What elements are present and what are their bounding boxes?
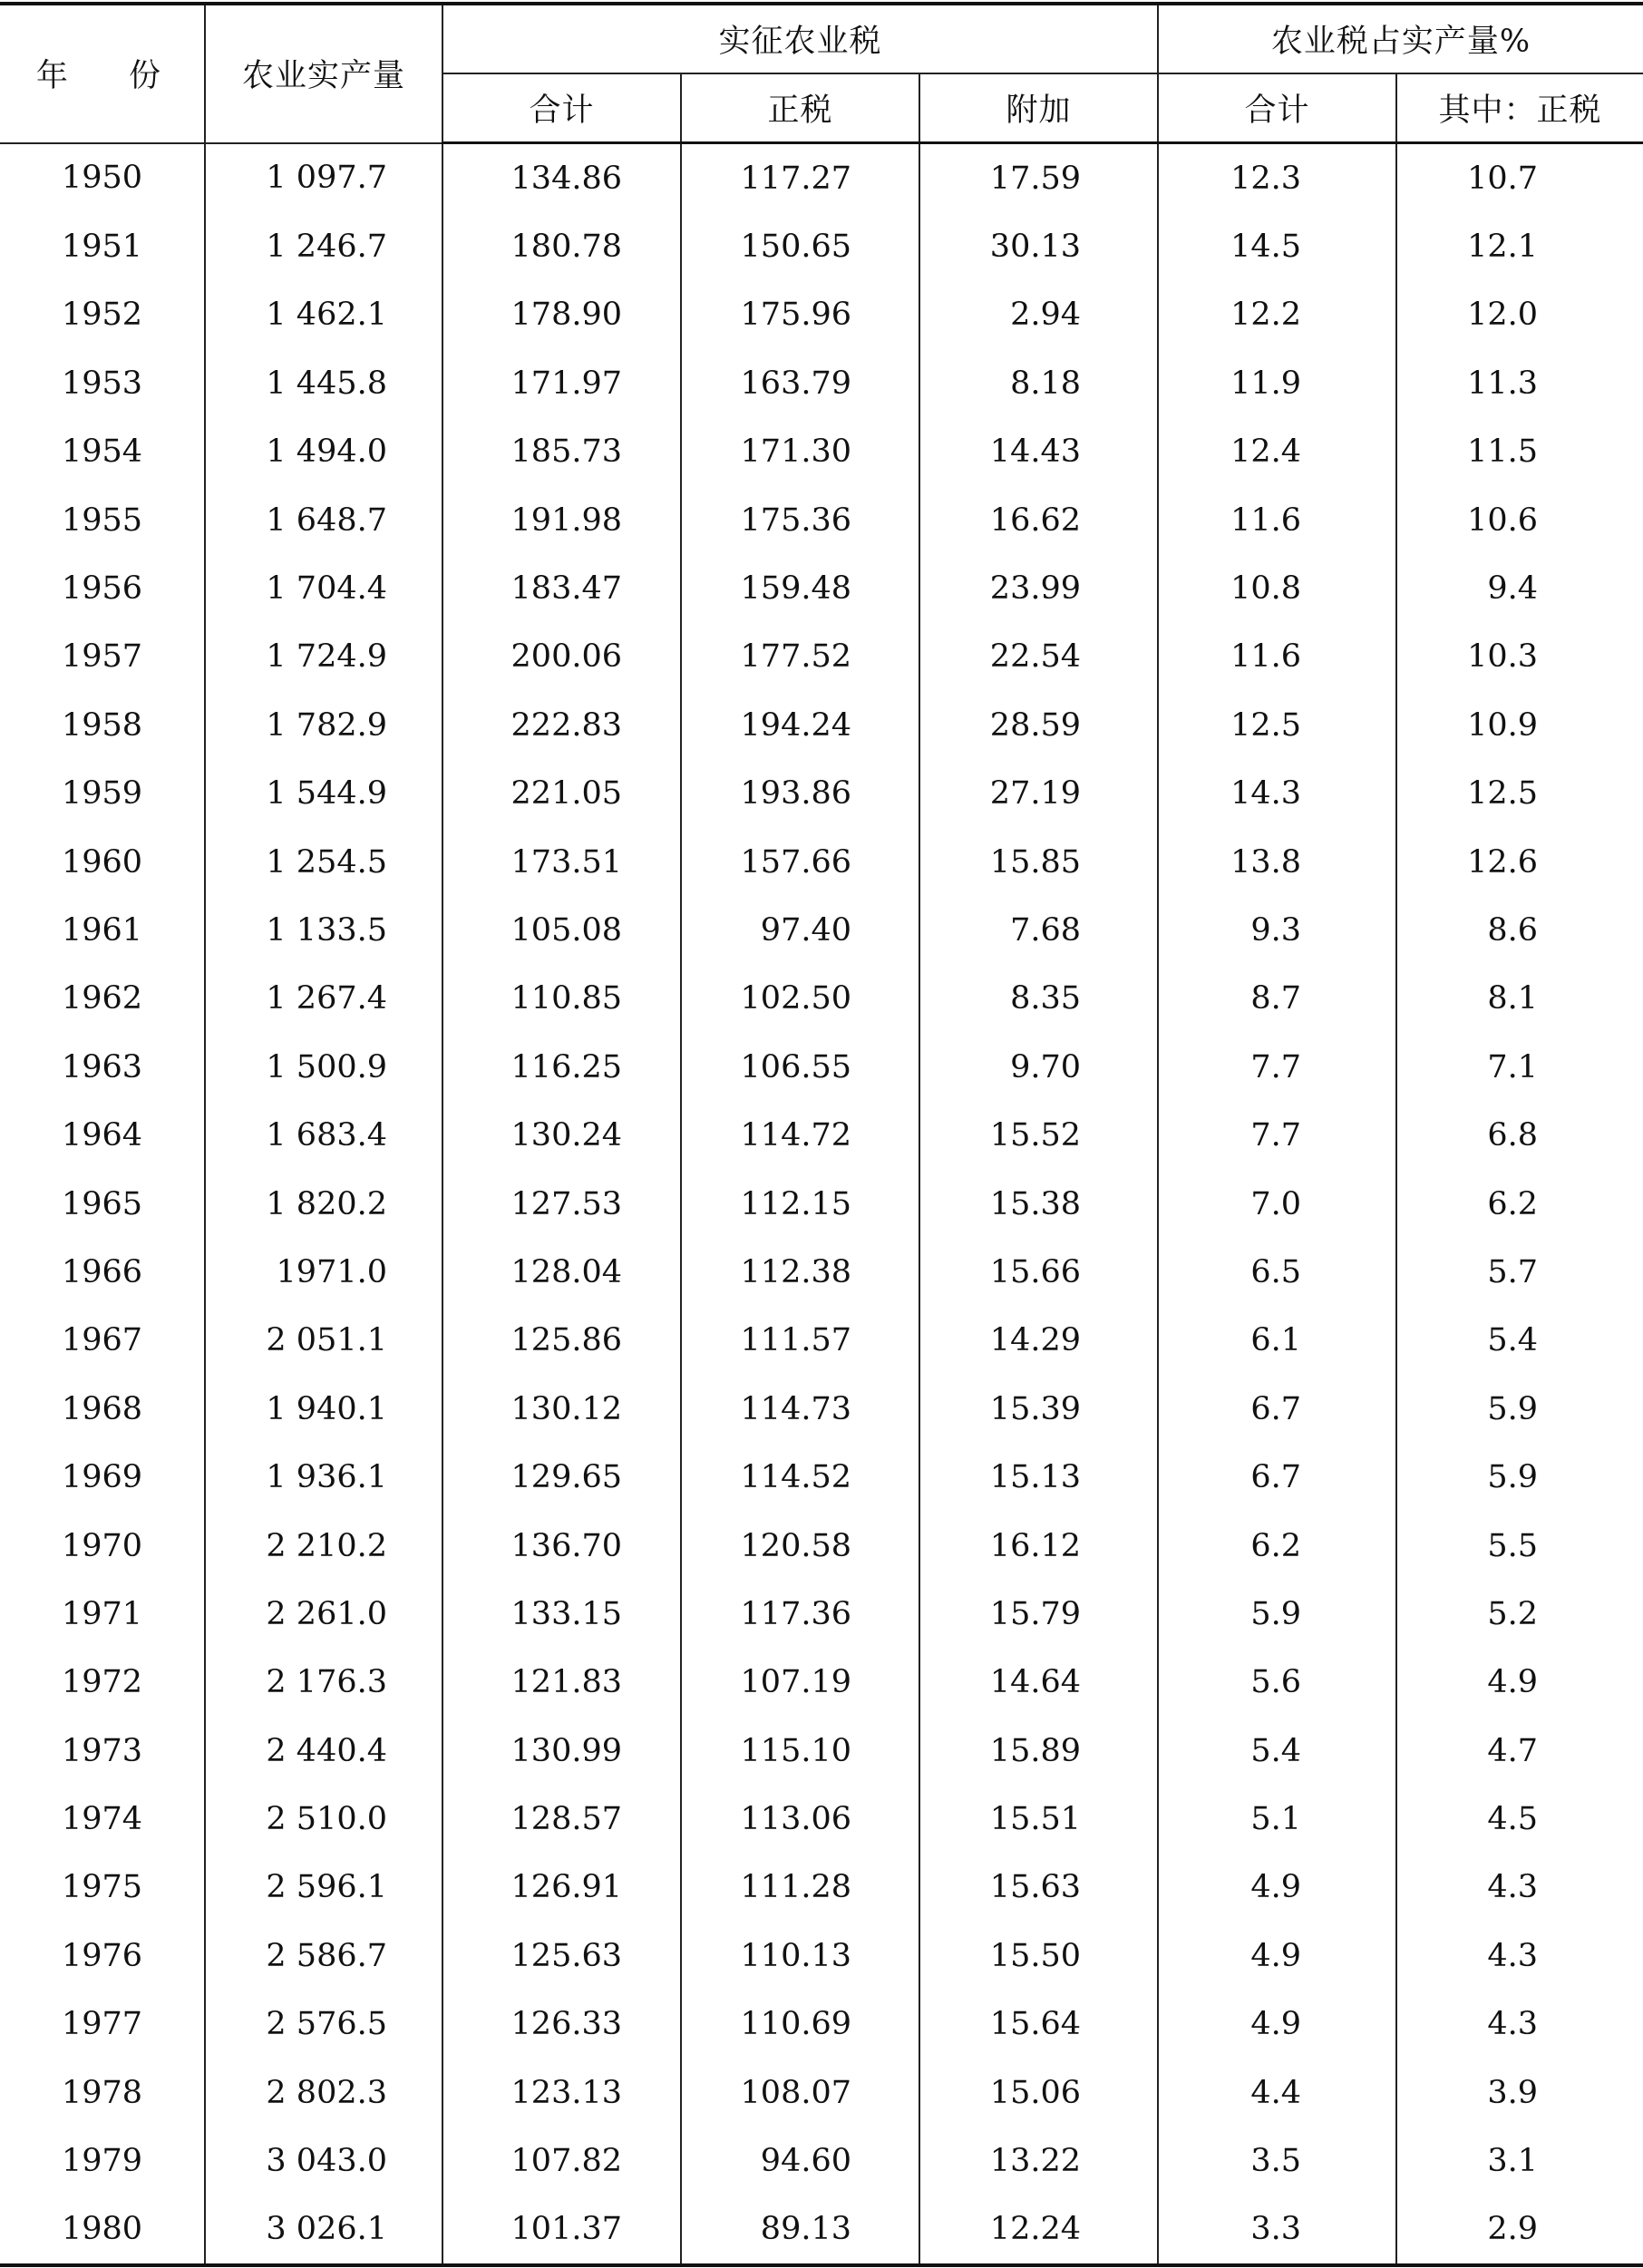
cell-tax-total: 129.65 (442, 1443, 681, 1511)
cell-tax-main: 107.19 (681, 1649, 919, 1717)
cell-tax-add: 15.06 (919, 2059, 1158, 2127)
cell-output: 2 586.7 (205, 1922, 442, 1990)
cell-year: 1980 (61, 2211, 143, 2248)
cell-tax-main: 106.55 (681, 1033, 919, 1101)
cell-pct-total: 14.3 (1158, 760, 1396, 828)
cell-year: 1976 (61, 1937, 143, 1974)
cell-pct-total: 6.1 (1158, 1307, 1396, 1375)
cell-pct-total: 6.7 (1158, 1443, 1396, 1511)
cell-output: 1 704.4 (205, 554, 442, 622)
cell-tax-total: 130.12 (442, 1375, 681, 1443)
cell-pct-main: 4.5 (1396, 1785, 1643, 1853)
cell-tax-main: 108.07 (681, 2059, 919, 2127)
cell-year: 1964 (61, 1117, 143, 1154)
cell-tax-add: 9.70 (919, 1033, 1158, 1101)
table-row (0, 896, 1643, 964)
cell-year: 1960 (61, 843, 143, 881)
cell-tax-total: 171.97 (442, 349, 681, 417)
table-row (0, 2127, 1643, 2195)
cell-pct-main: 5.9 (1396, 1443, 1643, 1511)
cell-tax-main: 120.58 (681, 1512, 919, 1580)
cell-pct-main: 5.2 (1396, 1580, 1643, 1648)
cell-tax-total: 130.99 (442, 1717, 681, 1785)
cell-tax-main: 111.28 (681, 1854, 919, 1922)
table-row (0, 2059, 1643, 2127)
cell-pct-main: 7.1 (1396, 1033, 1643, 1101)
cell-pct-total: 9.3 (1158, 896, 1396, 964)
cell-tax-add: 28.59 (919, 691, 1158, 759)
cell-year: 1956 (61, 570, 143, 608)
cell-year: 1965 (61, 1185, 143, 1222)
cell-pct-total: 3.5 (1158, 2127, 1396, 2195)
cell-pct-total: 11.6 (1158, 623, 1396, 691)
cell-tax-main: 150.65 (681, 212, 919, 280)
table-row (0, 1991, 1643, 2059)
cell-tax-add: 8.35 (919, 965, 1158, 1033)
table-row (0, 1238, 1643, 1306)
cell-tax-total: 178.90 (442, 281, 681, 349)
cell-pct-total: 12.5 (1158, 691, 1396, 759)
cell-pct-total: 8.7 (1158, 965, 1396, 1033)
cell-output: 1 500.9 (205, 1033, 442, 1101)
cell-pct-main: 6.8 (1396, 1101, 1643, 1169)
cell-pct-main: 4.3 (1396, 1991, 1643, 2059)
cell-tax-add: 15.79 (919, 1580, 1158, 1648)
cell-tax-add: 8.18 (919, 349, 1158, 417)
cell-tax-total: 101.37 (442, 2195, 681, 2265)
cell-year: 1979 (61, 2143, 143, 2180)
cell-pct-total: 5.4 (1158, 1717, 1396, 1785)
header-year: 年 份 (0, 4, 205, 143)
cell-year: 1971 (61, 1595, 143, 1632)
cell-year: 1957 (61, 638, 143, 676)
cell-pct-main: 12.6 (1396, 828, 1643, 896)
cell-tax-total: 221.05 (442, 760, 681, 828)
table-body (0, 143, 1643, 2266)
cell-tax-total: 116.25 (442, 1033, 681, 1101)
table-row (0, 623, 1643, 691)
cell-pct-main: 11.3 (1396, 349, 1643, 417)
cell-pct-total: 4.9 (1158, 1854, 1396, 1922)
cell-pct-total: 6.7 (1158, 1375, 1396, 1443)
cell-tax-total: 107.82 (442, 2127, 681, 2195)
cell-pct-main: 5.7 (1396, 1238, 1643, 1306)
cell-tax-add: 16.12 (919, 1512, 1158, 1580)
cell-tax-main: 94.60 (681, 2127, 919, 2195)
cell-year: 1968 (61, 1390, 143, 1427)
cell-pct-main: 9.4 (1396, 554, 1643, 622)
cell-tax-add: 22.54 (919, 623, 1158, 691)
cell-year: 1950 (61, 160, 143, 197)
cell-output: 1 246.7 (205, 212, 442, 280)
cell-tax-add: 15.66 (919, 1238, 1158, 1306)
cell-output: 2 440.4 (205, 1717, 442, 1785)
table-row (0, 1375, 1643, 1443)
cell-pct-main: 4.9 (1396, 1649, 1643, 1717)
table-row (0, 760, 1643, 828)
cell-tax-add: 27.19 (919, 760, 1158, 828)
table-row (0, 349, 1643, 417)
cell-tax-main: 175.96 (681, 281, 919, 349)
cell-tax-add: 23.99 (919, 554, 1158, 622)
header-pct-total: 合计 (1158, 73, 1396, 143)
cell-tax-add: 30.13 (919, 212, 1158, 280)
cell-tax-total: 173.51 (442, 828, 681, 896)
cell-pct-main: 3.1 (1396, 2127, 1643, 2195)
cell-tax-total: 185.73 (442, 418, 681, 486)
cell-output: 3 026.1 (205, 2195, 442, 2265)
cell-pct-main: 12.1 (1396, 212, 1643, 280)
cell-tax-main: 111.57 (681, 1307, 919, 1375)
table-row (0, 418, 1643, 486)
cell-pct-total: 7.0 (1158, 1170, 1396, 1238)
cell-tax-total: 125.86 (442, 1307, 681, 1375)
header-output: 农业实产量 (205, 4, 442, 143)
cell-year: 1954 (61, 433, 143, 471)
cell-tax-total: 127.53 (442, 1170, 681, 1238)
cell-pct-total: 6.2 (1158, 1512, 1396, 1580)
cell-output: 2 596.1 (205, 1854, 442, 1922)
cell-pct-total: 11.9 (1158, 349, 1396, 417)
cell-pct-main: 10.9 (1396, 691, 1643, 759)
cell-tax-add: 15.39 (919, 1375, 1158, 1443)
cell-tax-total: 126.33 (442, 1991, 681, 2059)
table-row (0, 2195, 1643, 2265)
cell-output: 1 820.2 (205, 1170, 442, 1238)
cell-output: 1 724.9 (205, 623, 442, 691)
table-row (0, 143, 1643, 213)
header-tax-total: 合计 (442, 73, 681, 143)
table-row (0, 1512, 1643, 1580)
cell-year: 1959 (61, 775, 143, 813)
cell-output: 2 261.0 (205, 1580, 442, 1648)
cell-year: 1951 (61, 229, 143, 266)
cell-tax-main: 114.52 (681, 1443, 919, 1511)
cell-pct-total: 12.2 (1158, 281, 1396, 349)
header-tax-add: 附加 (919, 73, 1158, 143)
cell-output: 1 133.5 (205, 896, 442, 964)
table-header (0, 4, 1643, 143)
cell-output: 1 267.4 (205, 965, 442, 1033)
cell-tax-add: 12.24 (919, 2195, 1158, 2265)
cell-output: 3 043.0 (205, 2127, 442, 2195)
cell-pct-total: 3.3 (1158, 2195, 1396, 2265)
table-row (0, 1033, 1643, 1101)
cell-pct-total: 7.7 (1158, 1101, 1396, 1169)
cell-tax-main: 157.66 (681, 828, 919, 896)
cell-output: 1 494.0 (205, 418, 442, 486)
cell-tax-total: 128.04 (442, 1238, 681, 1306)
cell-pct-total: 5.6 (1158, 1649, 1396, 1717)
table-row (0, 1785, 1643, 1853)
cell-output: 1 445.8 (205, 349, 442, 417)
cell-tax-total: 222.83 (442, 691, 681, 759)
header-pct-main: 其中：正税 (1396, 73, 1643, 143)
cell-tax-add: 16.62 (919, 486, 1158, 554)
cell-tax-add: 15.85 (919, 828, 1158, 896)
cell-tax-add: 15.50 (919, 1922, 1158, 1990)
cell-output: 2 802.3 (205, 2059, 442, 2127)
cell-tax-total: 128.57 (442, 1785, 681, 1853)
cell-year: 1977 (61, 2006, 143, 2043)
cell-tax-main: 110.69 (681, 1991, 919, 2059)
cell-output: 2 510.0 (205, 1785, 442, 1853)
table-row (0, 1443, 1643, 1511)
table-row (0, 281, 1643, 349)
cell-tax-main: 114.73 (681, 1375, 919, 1443)
cell-pct-total: 12.3 (1158, 143, 1396, 213)
cell-tax-add: 13.22 (919, 2127, 1158, 2195)
cell-year: 1972 (61, 1664, 143, 1701)
table-row (0, 1580, 1643, 1648)
cell-output: 1 544.9 (205, 760, 442, 828)
cell-output: 1 097.7 (205, 143, 442, 213)
cell-pct-total: 4.9 (1158, 1922, 1396, 1990)
cell-tax-main: 163.79 (681, 349, 919, 417)
cell-pct-total: 13.8 (1158, 828, 1396, 896)
cell-pct-main: 12.5 (1396, 760, 1643, 828)
cell-tax-add: 15.52 (919, 1101, 1158, 1169)
cell-pct-main: 8.1 (1396, 965, 1643, 1033)
cell-tax-main: 112.38 (681, 1238, 919, 1306)
cell-tax-add: 2.94 (919, 281, 1158, 349)
cell-tax-main: 97.40 (681, 896, 919, 964)
cell-year: 1969 (61, 1459, 143, 1496)
table-row (0, 1854, 1643, 1922)
cell-pct-main: 12.0 (1396, 281, 1643, 349)
cell-tax-total: 200.06 (442, 623, 681, 691)
cell-pct-total: 5.9 (1158, 1580, 1396, 1648)
cell-year: 1978 (61, 2074, 143, 2111)
cell-tax-main: 117.27 (681, 143, 919, 213)
cell-pct-total: 10.8 (1158, 554, 1396, 622)
cell-pct-main: 4.7 (1396, 1717, 1643, 1785)
cell-tax-total: 123.13 (442, 2059, 681, 2127)
cell-year: 1962 (61, 980, 143, 1017)
table-row (0, 1101, 1643, 1169)
cell-tax-add: 15.64 (919, 1991, 1158, 2059)
table-row (0, 1307, 1643, 1375)
cell-tax-total: 125.63 (442, 1922, 681, 1990)
cell-pct-main: 2.9 (1396, 2195, 1643, 2265)
table-row (0, 1717, 1643, 1785)
cell-year: 1967 (61, 1322, 143, 1359)
cell-tax-add: 15.13 (919, 1443, 1158, 1511)
cell-tax-total: 183.47 (442, 554, 681, 622)
cell-pct-main: 11.5 (1396, 418, 1643, 486)
cell-tax-main: 89.13 (681, 2195, 919, 2265)
cell-tax-add: 15.89 (919, 1717, 1158, 1785)
table-row (0, 965, 1643, 1033)
cell-output: 1971.0 (205, 1238, 442, 1306)
cell-output: 1 462.1 (205, 281, 442, 349)
cell-tax-main: 159.48 (681, 554, 919, 622)
cell-year: 1973 (61, 1732, 143, 1769)
agricultural-tax-table (0, 2, 1643, 2267)
cell-pct-main: 4.3 (1396, 1854, 1643, 1922)
cell-output: 1 940.1 (205, 1375, 442, 1443)
cell-tax-total: 130.24 (442, 1101, 681, 1169)
table-row (0, 1649, 1643, 1717)
cell-year: 1963 (61, 1048, 143, 1085)
cell-year: 1974 (61, 1801, 143, 1838)
cell-tax-main: 112.15 (681, 1170, 919, 1238)
cell-year: 1955 (61, 501, 143, 539)
cell-pct-main: 10.7 (1396, 143, 1643, 213)
header-pct-group: 农业税占实产量% (1158, 4, 1643, 73)
cell-tax-add: 14.43 (919, 418, 1158, 486)
table-row (0, 1170, 1643, 1238)
table-row (0, 554, 1643, 622)
header-tax-main: 正税 (681, 73, 919, 143)
cell-output: 1 254.5 (205, 828, 442, 896)
cell-tax-main: 115.10 (681, 1717, 919, 1785)
cell-year: 1975 (61, 1869, 143, 1906)
cell-tax-add: 15.63 (919, 1854, 1158, 1922)
cell-output: 1 782.9 (205, 691, 442, 759)
cell-output: 1 683.4 (205, 1101, 442, 1169)
cell-tax-main: 114.72 (681, 1101, 919, 1169)
cell-year: 1952 (61, 297, 143, 334)
cell-output: 2 210.2 (205, 1512, 442, 1580)
cell-pct-main: 10.6 (1396, 486, 1643, 554)
cell-tax-total: 136.70 (442, 1512, 681, 1580)
cell-pct-total: 11.6 (1158, 486, 1396, 554)
cell-tax-total: 191.98 (442, 486, 681, 554)
header-tax-group: 实征农业税 (442, 4, 1158, 73)
table-row (0, 212, 1643, 280)
cell-pct-main: 5.4 (1396, 1307, 1643, 1375)
cell-pct-total: 14.5 (1158, 212, 1396, 280)
cell-tax-total: 134.86 (442, 143, 681, 213)
cell-tax-add: 7.68 (919, 896, 1158, 964)
cell-tax-main: 193.86 (681, 760, 919, 828)
cell-pct-total: 7.7 (1158, 1033, 1396, 1101)
cell-tax-add: 14.64 (919, 1649, 1158, 1717)
cell-tax-add: 14.29 (919, 1307, 1158, 1375)
cell-tax-main: 113.06 (681, 1785, 919, 1853)
cell-pct-main: 4.3 (1396, 1922, 1643, 1990)
cell-output: 2 051.1 (205, 1307, 442, 1375)
cell-pct-main: 10.3 (1396, 623, 1643, 691)
cell-pct-total: 5.1 (1158, 1785, 1396, 1853)
table-row (0, 1922, 1643, 1990)
cell-output: 1 936.1 (205, 1443, 442, 1511)
cell-output: 2 176.3 (205, 1649, 442, 1717)
cell-pct-main: 6.2 (1396, 1170, 1643, 1238)
cell-tax-main: 117.36 (681, 1580, 919, 1648)
cell-pct-main: 3.9 (1396, 2059, 1643, 2127)
cell-pct-total: 4.9 (1158, 1991, 1396, 2059)
cell-pct-total: 6.5 (1158, 1238, 1396, 1306)
cell-tax-total: 126.91 (442, 1854, 681, 1922)
cell-tax-main: 102.50 (681, 965, 919, 1033)
table-row (0, 691, 1643, 759)
cell-pct-main: 8.6 (1396, 896, 1643, 964)
cell-tax-total: 133.15 (442, 1580, 681, 1648)
cell-tax-total: 110.85 (442, 965, 681, 1033)
table-row (0, 486, 1643, 554)
cell-tax-main: 110.13 (681, 1922, 919, 1990)
cell-year: 1961 (61, 911, 143, 949)
cell-pct-main: 5.9 (1396, 1375, 1643, 1443)
cell-tax-total: 105.08 (442, 896, 681, 964)
cell-tax-total: 180.78 (442, 212, 681, 280)
cell-pct-total: 4.4 (1158, 2059, 1396, 2127)
cell-pct-total: 12.4 (1158, 418, 1396, 486)
cell-year: 1970 (61, 1527, 143, 1564)
cell-tax-add: 15.51 (919, 1785, 1158, 1853)
cell-pct-main: 5.5 (1396, 1512, 1643, 1580)
cell-output: 1 648.7 (205, 486, 442, 554)
table-row (0, 828, 1643, 896)
cell-year: 1958 (61, 706, 143, 744)
cell-tax-main: 171.30 (681, 418, 919, 486)
cell-tax-main: 177.52 (681, 623, 919, 691)
cell-tax-add: 17.59 (919, 143, 1158, 213)
cell-tax-main: 175.36 (681, 486, 919, 554)
cell-tax-add: 15.38 (919, 1170, 1158, 1238)
cell-year: 1966 (61, 1253, 143, 1290)
cell-tax-total: 121.83 (442, 1649, 681, 1717)
cell-output: 2 576.5 (205, 1991, 442, 2059)
cell-year: 1953 (61, 365, 143, 402)
cell-tax-main: 194.24 (681, 691, 919, 759)
